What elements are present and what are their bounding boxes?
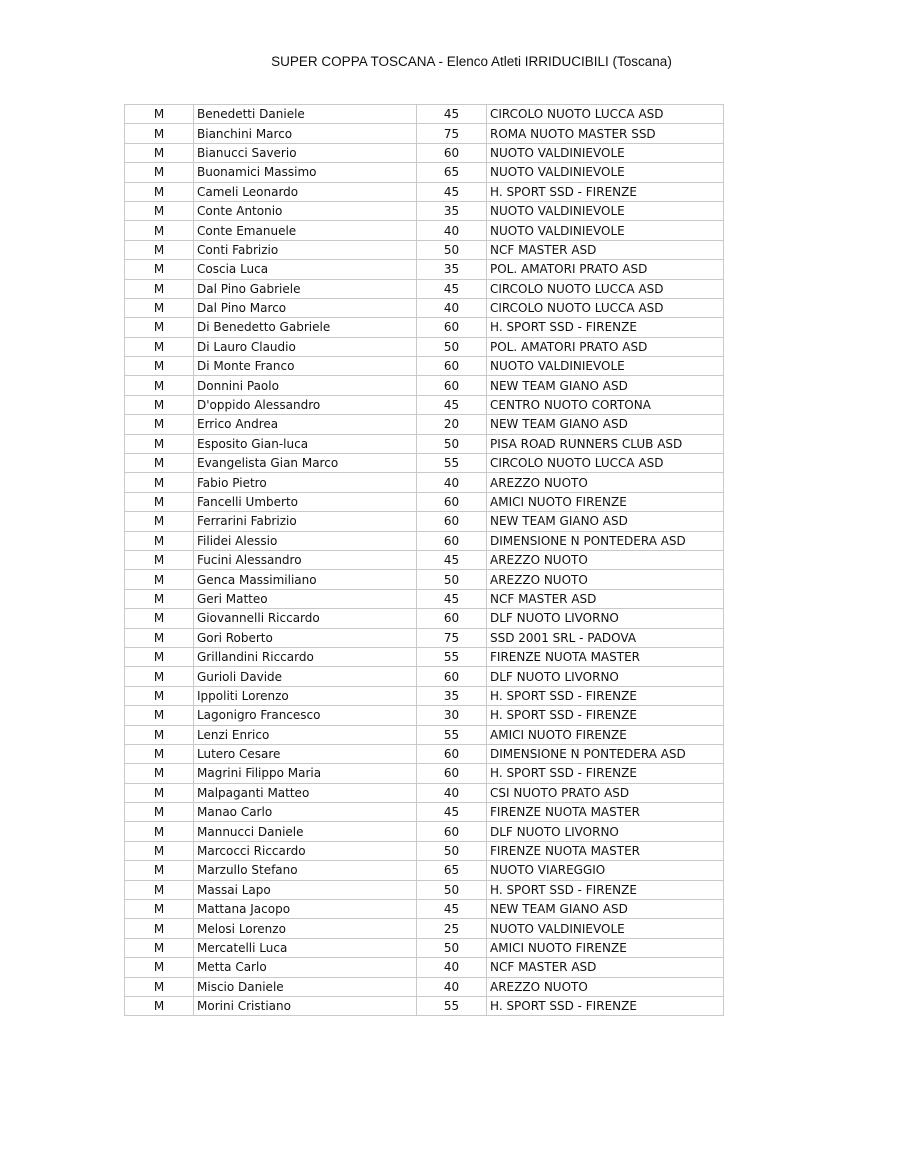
athlete-row: [125, 996, 724, 1015]
athlete-sex: M: [125, 124, 194, 143]
athlete-name: Di Monte Franco: [194, 357, 417, 376]
document-title: SUPER COPPA TOSCANA - Elenco Atleti IRRIDUCIBILI (Toscana): [271, 54, 672, 69]
athlete-sex: M: [125, 764, 194, 783]
athlete-name: Bianucci Saverio: [194, 143, 417, 162]
athlete-row: [125, 473, 724, 492]
athlete-row: [125, 706, 724, 725]
athletes-table-body: [125, 105, 724, 1016]
athlete-row: [125, 434, 724, 453]
athlete-name: D'oppido Alessandro: [194, 395, 417, 414]
athlete-team: CENTRO NUOTO CORTONA: [487, 395, 724, 414]
athlete-name: Lagonigro Francesco: [194, 706, 417, 725]
athlete-row: [125, 686, 724, 705]
athlete-row: [125, 958, 724, 977]
athlete-row: [125, 182, 724, 201]
athlete-sex: M: [125, 686, 194, 705]
athlete-sex: M: [125, 279, 194, 298]
athlete-row: [125, 163, 724, 182]
athlete-category: 20: [417, 415, 487, 434]
athlete-team: FIRENZE NUOTA MASTER: [487, 841, 724, 860]
athlete-row: [125, 550, 724, 569]
athlete-row: [125, 725, 724, 744]
athlete-name: Donnini Paolo: [194, 376, 417, 395]
athlete-row: [125, 861, 724, 880]
athlete-row: [125, 201, 724, 220]
athlete-team: H. SPORT SSD - FIRENZE: [487, 686, 724, 705]
athlete-name: Conte Emanuele: [194, 221, 417, 240]
athlete-team: POL. AMATORI PRATO ASD: [487, 260, 724, 279]
athlete-row: [125, 938, 724, 957]
athlete-sex: M: [125, 609, 194, 628]
athlete-row: [125, 667, 724, 686]
athlete-row: [125, 744, 724, 763]
athlete-category: 60: [417, 376, 487, 395]
athlete-name: Mannucci Daniele: [194, 822, 417, 841]
athlete-sex: M: [125, 744, 194, 763]
athlete-sex: M: [125, 492, 194, 511]
athlete-sex: M: [125, 841, 194, 860]
athlete-name: Dal Pino Gabriele: [194, 279, 417, 298]
athlete-name: Grillandini Riccardo: [194, 647, 417, 666]
athlete-row: [125, 512, 724, 531]
athlete-sex: M: [125, 512, 194, 531]
athlete-category: 40: [417, 783, 487, 802]
athlete-category: 55: [417, 996, 487, 1015]
athlete-category: 45: [417, 395, 487, 414]
athlete-category: 30: [417, 706, 487, 725]
athlete-name: Conte Antonio: [194, 201, 417, 220]
athlete-team: DLF NUOTO LIVORNO: [487, 667, 724, 686]
athlete-sex: M: [125, 376, 194, 395]
athlete-team: NEW TEAM GIANO ASD: [487, 376, 724, 395]
athlete-team: CSI NUOTO PRATO ASD: [487, 783, 724, 802]
athlete-sex: M: [125, 570, 194, 589]
athlete-name: Manao Carlo: [194, 803, 417, 822]
athlete-sex: M: [125, 589, 194, 608]
athlete-sex: M: [125, 880, 194, 899]
athlete-category: 60: [417, 667, 487, 686]
athlete-name: Errico Andrea: [194, 415, 417, 434]
athlete-team: FIRENZE NUOTA MASTER: [487, 803, 724, 822]
athlete-row: [125, 764, 724, 783]
athlete-row: [125, 105, 724, 124]
athlete-name: Fabio Pietro: [194, 473, 417, 492]
athlete-team: NEW TEAM GIANO ASD: [487, 415, 724, 434]
athlete-sex: M: [125, 318, 194, 337]
athlete-category: 40: [417, 221, 487, 240]
athlete-category: 45: [417, 589, 487, 608]
athlete-team: AREZZO NUOTO: [487, 550, 724, 569]
athlete-sex: M: [125, 260, 194, 279]
athlete-sex: M: [125, 337, 194, 356]
athlete-team: NEW TEAM GIANO ASD: [487, 512, 724, 531]
athlete-team: DLF NUOTO LIVORNO: [487, 609, 724, 628]
athlete-team: NUOTO VALDINIEVOLE: [487, 357, 724, 376]
athlete-name: Bianchini Marco: [194, 124, 417, 143]
athlete-row: [125, 260, 724, 279]
athlete-team: AMICI NUOTO FIRENZE: [487, 725, 724, 744]
athlete-sex: M: [125, 201, 194, 220]
athlete-row: [125, 454, 724, 473]
athlete-team: NUOTO VALDINIEVOLE: [487, 143, 724, 162]
athlete-name: Lenzi Enrico: [194, 725, 417, 744]
athlete-category: 40: [417, 473, 487, 492]
athlete-name: Massai Lapo: [194, 880, 417, 899]
athlete-sex: M: [125, 919, 194, 938]
athlete-category: 75: [417, 628, 487, 647]
athletes-table: [124, 104, 724, 1016]
athlete-row: [125, 803, 724, 822]
athlete-team: CIRCOLO NUOTO LUCCA ASD: [487, 298, 724, 317]
athlete-category: 40: [417, 977, 487, 996]
athlete-sex: M: [125, 298, 194, 317]
athlete-category: 45: [417, 550, 487, 569]
athlete-name: Filidei Alessio: [194, 531, 417, 550]
athlete-category: 60: [417, 318, 487, 337]
athlete-team: NCF MASTER ASD: [487, 958, 724, 977]
athlete-sex: M: [125, 105, 194, 124]
athlete-name: Fucini Alessandro: [194, 550, 417, 569]
athlete-team: NCF MASTER ASD: [487, 589, 724, 608]
athlete-name: Esposito Gian-luca: [194, 434, 417, 453]
athlete-sex: M: [125, 938, 194, 957]
athlete-team: ROMA NUOTO MASTER SSD: [487, 124, 724, 143]
athlete-category: 45: [417, 803, 487, 822]
athlete-row: [125, 298, 724, 317]
athlete-category: 35: [417, 260, 487, 279]
athlete-category: 45: [417, 900, 487, 919]
athlete-name: Ippoliti Lorenzo: [194, 686, 417, 705]
athlete-sex: M: [125, 803, 194, 822]
athlete-category: 40: [417, 958, 487, 977]
athlete-category: 45: [417, 182, 487, 201]
athlete-row: [125, 783, 724, 802]
athlete-team: DLF NUOTO LIVORNO: [487, 822, 724, 841]
athlete-category: 55: [417, 647, 487, 666]
athlete-sex: M: [125, 822, 194, 841]
athlete-row: [125, 492, 724, 511]
athlete-sex: M: [125, 454, 194, 473]
athlete-sex: M: [125, 706, 194, 725]
athlete-category: 55: [417, 725, 487, 744]
athlete-name: Di Lauro Claudio: [194, 337, 417, 356]
athlete-category: 60: [417, 822, 487, 841]
athlete-row: [125, 318, 724, 337]
athlete-row: [125, 240, 724, 259]
athlete-team: H. SPORT SSD - FIRENZE: [487, 318, 724, 337]
athlete-sex: M: [125, 434, 194, 453]
athlete-team: H. SPORT SSD - FIRENZE: [487, 706, 724, 725]
athlete-team: AMICI NUOTO FIRENZE: [487, 492, 724, 511]
athlete-category: 50: [417, 938, 487, 957]
athlete-row: [125, 279, 724, 298]
athlete-name: Malpaganti Matteo: [194, 783, 417, 802]
athlete-category: 55: [417, 454, 487, 473]
athlete-sex: M: [125, 647, 194, 666]
athlete-sex: M: [125, 163, 194, 182]
athlete-name: Geri Matteo: [194, 589, 417, 608]
athlete-row: [125, 337, 724, 356]
athlete-category: 60: [417, 512, 487, 531]
athlete-team: NUOTO VALDINIEVOLE: [487, 221, 724, 240]
athlete-sex: M: [125, 395, 194, 414]
athlete-team: DIMENSIONE N PONTEDERA ASD: [487, 531, 724, 550]
athlete-category: 60: [417, 531, 487, 550]
athlete-category: 50: [417, 240, 487, 259]
athlete-category: 65: [417, 861, 487, 880]
athlete-name: Marzullo Stefano: [194, 861, 417, 880]
athlete-sex: M: [125, 473, 194, 492]
athlete-team: NUOTO VIAREGGIO: [487, 861, 724, 880]
athlete-category: 50: [417, 434, 487, 453]
athlete-team: NCF MASTER ASD: [487, 240, 724, 259]
athlete-category: 35: [417, 201, 487, 220]
athlete-name: Ferrarini Fabrizio: [194, 512, 417, 531]
athlete-row: [125, 221, 724, 240]
athlete-row: [125, 357, 724, 376]
athlete-row: [125, 570, 724, 589]
athlete-name: Di Benedetto Gabriele: [194, 318, 417, 337]
athlete-sex: M: [125, 531, 194, 550]
athlete-row: [125, 143, 724, 162]
athlete-category: 25: [417, 919, 487, 938]
athlete-name: Fancelli Umberto: [194, 492, 417, 511]
athlete-category: 75: [417, 124, 487, 143]
athlete-name: Metta Carlo: [194, 958, 417, 977]
athlete-team: CIRCOLO NUOTO LUCCA ASD: [487, 279, 724, 298]
athlete-team: POL. AMATORI PRATO ASD: [487, 337, 724, 356]
athlete-team: SSD 2001 SRL - PADOVA: [487, 628, 724, 647]
athlete-category: 60: [417, 357, 487, 376]
athlete-category: 60: [417, 764, 487, 783]
athlete-category: 50: [417, 880, 487, 899]
athlete-team: NEW TEAM GIANO ASD: [487, 900, 724, 919]
athlete-name: Conti Fabrizio: [194, 240, 417, 259]
athlete-row: [125, 977, 724, 996]
athlete-team: NUOTO VALDINIEVOLE: [487, 163, 724, 182]
athlete-name: Marcocci Riccardo: [194, 841, 417, 860]
athlete-row: [125, 609, 724, 628]
athlete-row: [125, 589, 724, 608]
athlete-sex: M: [125, 958, 194, 977]
athlete-row: [125, 900, 724, 919]
athlete-team: H. SPORT SSD - FIRENZE: [487, 880, 724, 899]
athlete-sex: M: [125, 550, 194, 569]
athlete-sex: M: [125, 221, 194, 240]
athlete-category: 50: [417, 570, 487, 589]
athlete-team: AREZZO NUOTO: [487, 570, 724, 589]
athlete-team: H. SPORT SSD - FIRENZE: [487, 182, 724, 201]
athlete-sex: M: [125, 667, 194, 686]
athlete-name: Evangelista Gian Marco: [194, 454, 417, 473]
athlete-name: Giovannelli Riccardo: [194, 609, 417, 628]
athlete-row: [125, 647, 724, 666]
athlete-sex: M: [125, 628, 194, 647]
athlete-name: Genca Massimiliano: [194, 570, 417, 589]
athlete-sex: M: [125, 783, 194, 802]
athlete-row: [125, 822, 724, 841]
athlete-name: Morini Cristiano: [194, 996, 417, 1015]
athlete-category: 60: [417, 143, 487, 162]
athlete-row: [125, 880, 724, 899]
athlete-name: Buonamici Massimo: [194, 163, 417, 182]
athlete-row: [125, 124, 724, 143]
athlete-row: [125, 376, 724, 395]
athlete-name: Mercatelli Luca: [194, 938, 417, 957]
athlete-name: Mattana Jacopo: [194, 900, 417, 919]
athlete-sex: M: [125, 415, 194, 434]
athlete-name: Dal Pino Marco: [194, 298, 417, 317]
athlete-row: [125, 841, 724, 860]
athlete-team: AMICI NUOTO FIRENZE: [487, 938, 724, 957]
athlete-category: 60: [417, 744, 487, 763]
athlete-team: NUOTO VALDINIEVOLE: [487, 919, 724, 938]
athlete-category: 60: [417, 609, 487, 628]
athlete-category: 50: [417, 337, 487, 356]
athlete-row: [125, 531, 724, 550]
athlete-sex: M: [125, 182, 194, 201]
athlete-category: 60: [417, 492, 487, 511]
athlete-row: [125, 395, 724, 414]
athlete-team: AREZZO NUOTO: [487, 473, 724, 492]
athlete-name: Coscia Luca: [194, 260, 417, 279]
athlete-team: H. SPORT SSD - FIRENZE: [487, 764, 724, 783]
athlete-team: CIRCOLO NUOTO LUCCA ASD: [487, 105, 724, 124]
athlete-category: 50: [417, 841, 487, 860]
athlete-name: Magrini Filippo Maria: [194, 764, 417, 783]
athlete-team: AREZZO NUOTO: [487, 977, 724, 996]
athlete-team: DIMENSIONE N PONTEDERA ASD: [487, 744, 724, 763]
athlete-row: [125, 628, 724, 647]
athlete-sex: M: [125, 725, 194, 744]
athlete-sex: M: [125, 143, 194, 162]
athlete-sex: M: [125, 996, 194, 1015]
athlete-team: FIRENZE NUOTA MASTER: [487, 647, 724, 666]
athlete-sex: M: [125, 240, 194, 259]
athlete-team: H. SPORT SSD - FIRENZE: [487, 996, 724, 1015]
athlete-sex: M: [125, 900, 194, 919]
athlete-name: Cameli Leonardo: [194, 182, 417, 201]
athlete-name: Gurioli Davide: [194, 667, 417, 686]
athlete-category: 45: [417, 279, 487, 298]
athlete-name: Lutero Cesare: [194, 744, 417, 763]
athlete-category: 65: [417, 163, 487, 182]
athlete-team: NUOTO VALDINIEVOLE: [487, 201, 724, 220]
athlete-sex: M: [125, 861, 194, 880]
athlete-name: Miscio Daniele: [194, 977, 417, 996]
athlete-name: Benedetti Daniele: [194, 105, 417, 124]
athlete-team: CIRCOLO NUOTO LUCCA ASD: [487, 454, 724, 473]
athlete-sex: M: [125, 977, 194, 996]
athlete-sex: M: [125, 357, 194, 376]
athlete-category: 35: [417, 686, 487, 705]
athlete-category: 40: [417, 298, 487, 317]
athlete-category: 45: [417, 105, 487, 124]
athlete-team: PISA ROAD RUNNERS CLUB ASD: [487, 434, 724, 453]
athlete-row: [125, 919, 724, 938]
athlete-row: [125, 415, 724, 434]
athlete-name: Gori Roberto: [194, 628, 417, 647]
athlete-name: Melosi Lorenzo: [194, 919, 417, 938]
